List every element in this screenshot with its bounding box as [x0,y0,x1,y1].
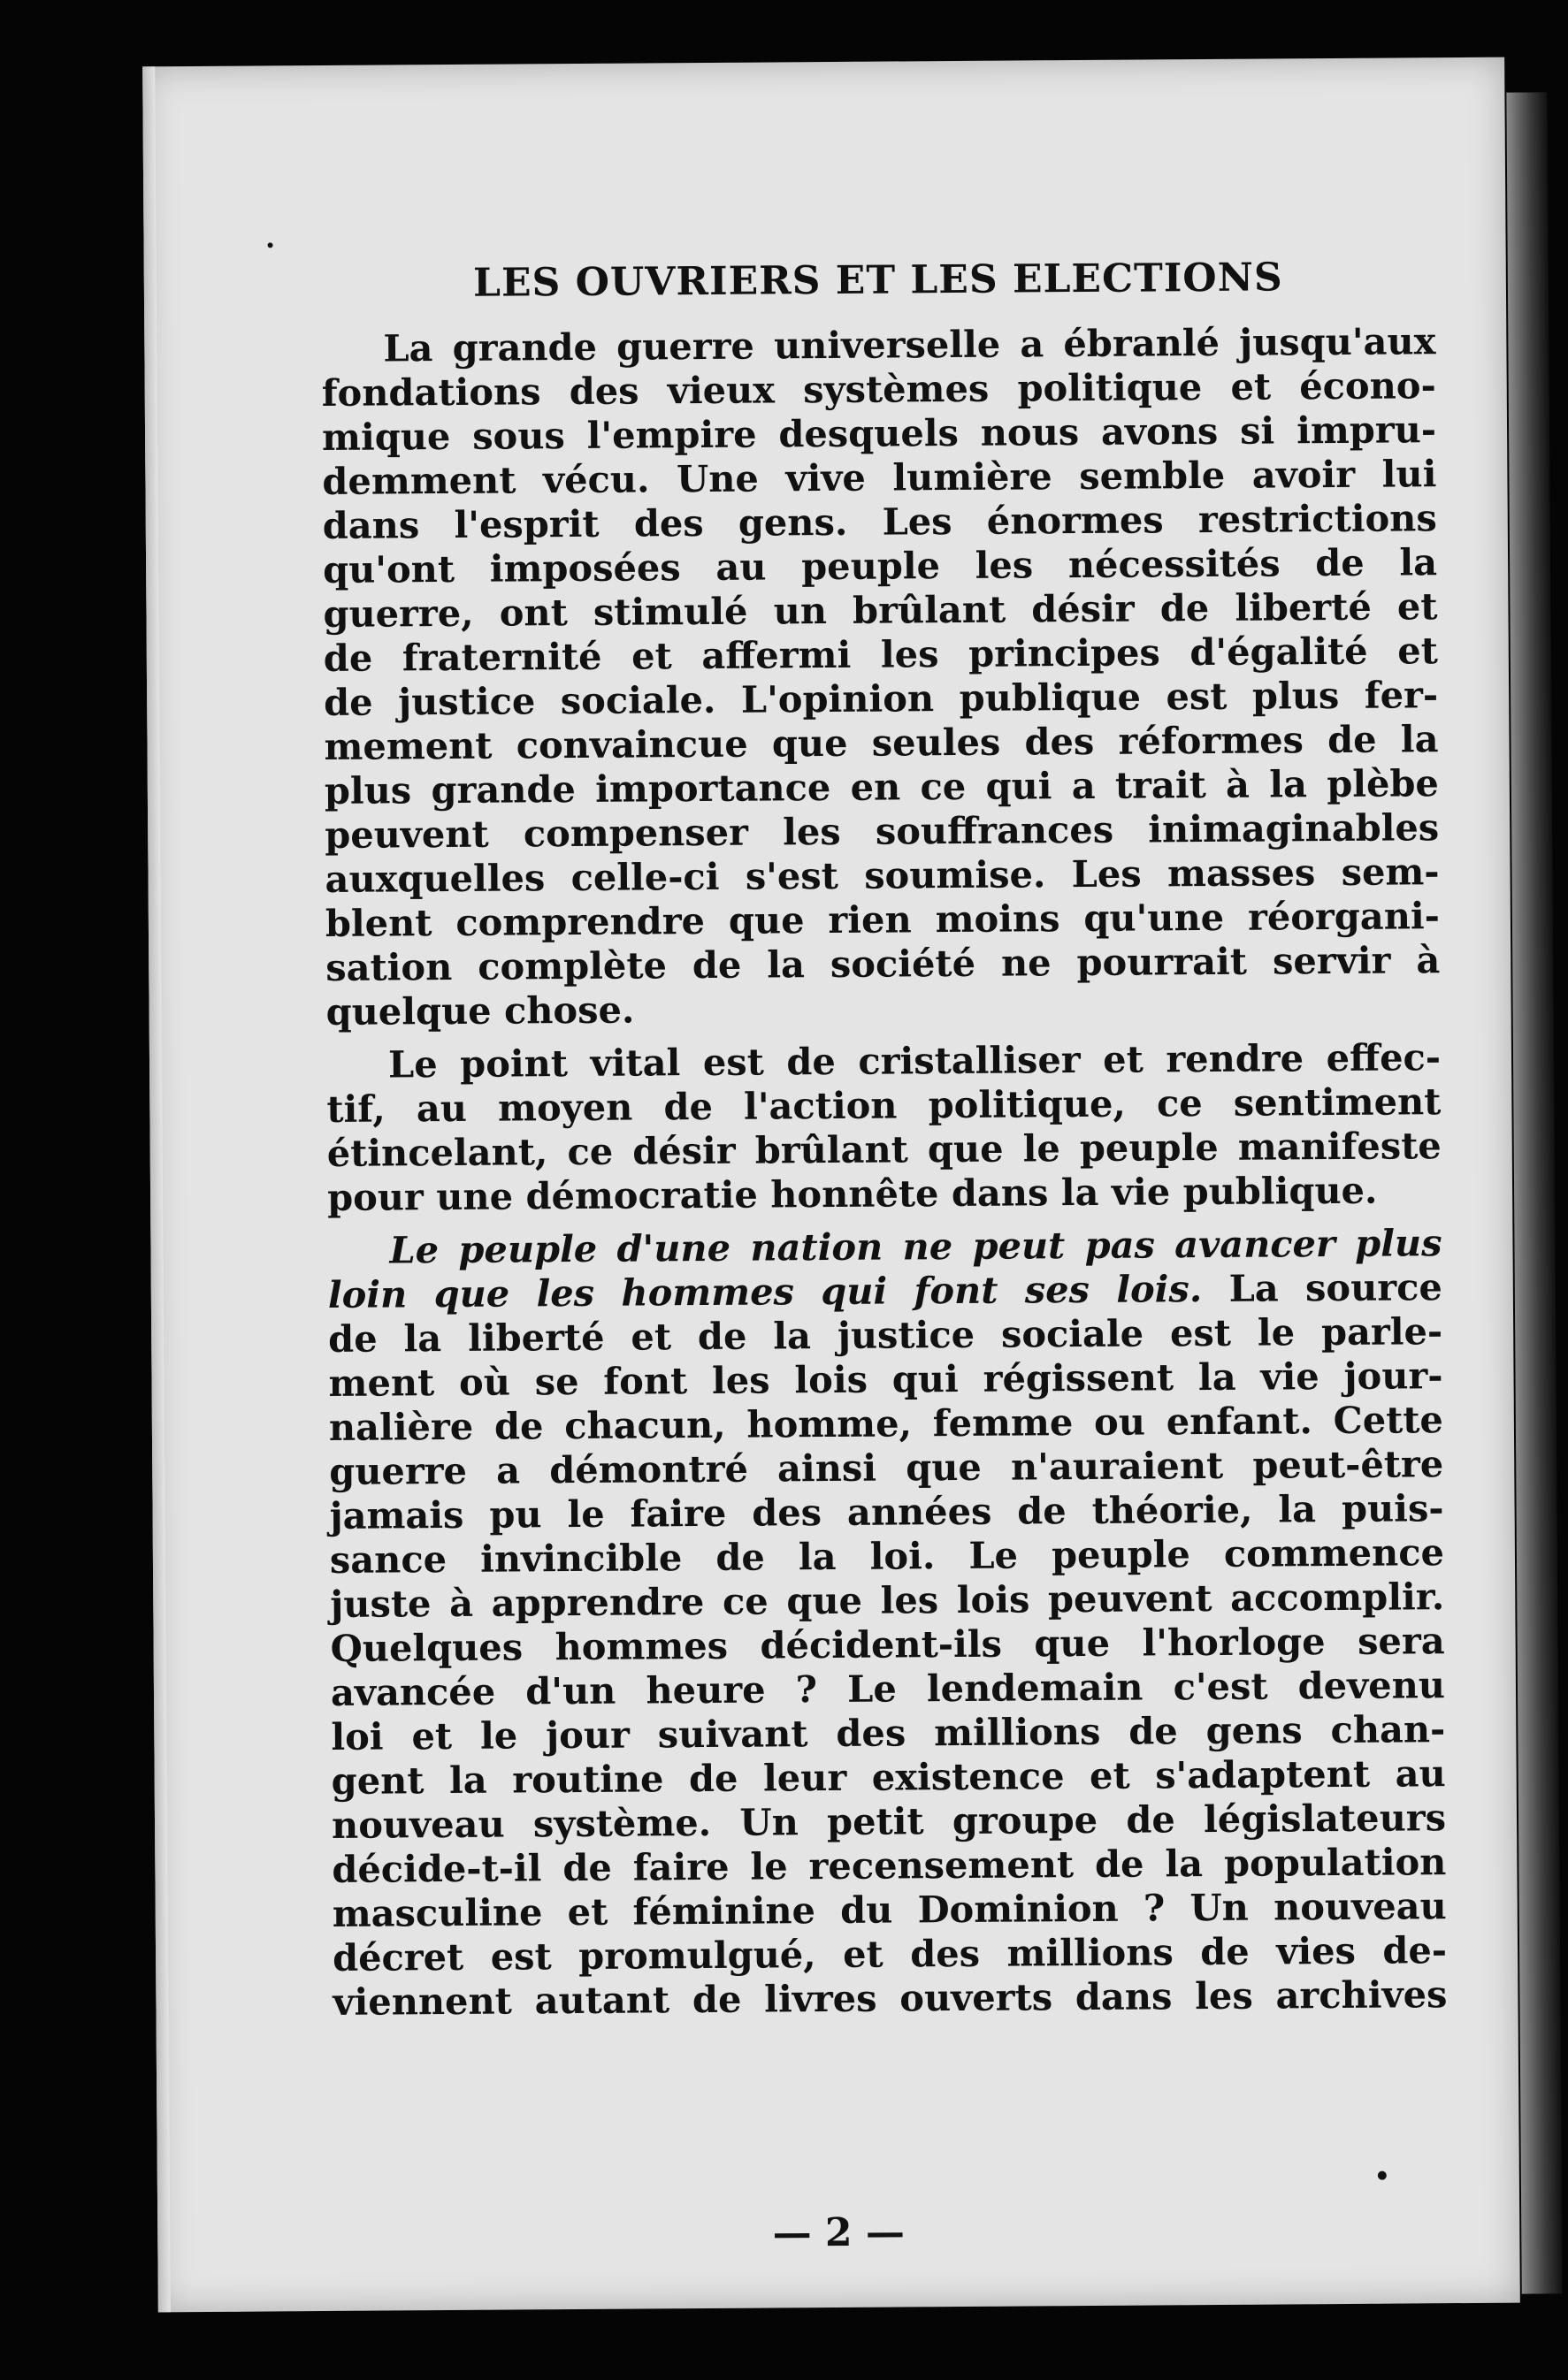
page-left-edge [142,66,171,2312]
paragraph-2 [326,1035,1442,1220]
text-line: guerre a démontré ainsi que n'auraient peut-être [329,1442,1444,1493]
text-line: dans l'esprit des gens. Les énormes restrictions [322,496,1437,547]
text-line: auxquelles celle-ci s'est soumise. Les masses sem- [325,850,1440,901]
text-line: fondations des vieux systèmes politique et écono- [321,363,1436,416]
ink-speck [1378,2171,1387,2180]
text-line: de fraternité et affermi les principes d'égalité et [323,629,1438,680]
paragraph-1 [321,319,1441,1034]
text-line: Le point vital est de cristalliser et rendre effec- [387,1035,1442,1087]
text-line: Quelques hommes décident-ils que l'horloge sera [330,1619,1445,1670]
text-line: avancée d'un heure ? Le lendemain c'est devenu [330,1663,1446,1714]
mixed-text-line [328,1265,1442,1317]
page-right-edge [1506,92,1562,2293]
text-line: viennent autant de livres ouverts dans les archives [333,1972,1448,2024]
text-run: La source [1202,1265,1442,1311]
text-line: mement convaincue que seules des réformes de la [324,717,1439,768]
text-line: loi et le jour suivant des millions de gens chan- [331,1707,1446,1758]
text-line: peuvent compenser les souffrances inimaginables [325,805,1440,857]
text-line: ment où se font les lois qui régissent la vie jour- [328,1354,1443,1405]
text-line: masculine et féminine du Dominion ? Un nouveau [332,1884,1447,1935]
text-line: sance invincible de la loi. Le peuple commence [329,1530,1445,1582]
text-line: étincelant, ce désir brûlant que le peuple manifeste [326,1124,1442,1175]
text-line: gent la routine de leur existence et s'adaptent au [331,1751,1446,1803]
text-line: juste à apprendre ce que les lois peuvent accomplir. [330,1575,1445,1626]
text-line: jamais pu le faire des années de théorie, la puis- [329,1486,1444,1537]
italic-text-run: loin que les hommes qui font ses lois. [327,1267,1203,1316]
page-number: — 2 — [772,2209,906,2256]
text-line: décide-t-il de faire le recensement de la population [332,1840,1447,1891]
text-line: mique sous l'empire desquels nous avons si impru- [321,408,1437,459]
text-line: pour une démocratie honnête dans la vie publique. [326,1168,1378,1219]
text-line: blent comprendre que rien moins qu'une réorgani- [325,894,1441,945]
text-line: nalière de chacun, homme, femme ou enfant. Cette [328,1398,1444,1449]
text-line: demment vécu. Une vive lumière semble avoir lui [322,452,1437,503]
text-line: de la liberté et de la justice sociale est le parle- [328,1309,1443,1361]
text-line: de justice sociale. L'opinion publique est plus fer- [324,673,1439,724]
document-page [142,57,1520,2313]
page-title: LES OUVRIERS ET LES ELECTIONS [472,255,1283,306]
text-line: sation complète de la société ne pourrait servir à [325,938,1441,989]
text-line: guerre, ont stimulé un brûlant désir de liberté et [323,584,1438,636]
text-line: quelque chose. [325,988,635,1034]
text-line: plus grande importance en ce qui a trait à la plèbe [324,761,1440,812]
text-line: tif, au moyen de l'action politique, ce sentiment [326,1079,1442,1131]
text-line: décret est promulgué, et des millions de vies de- [332,1928,1448,1980]
italic-text-line: Le peuple d'une nation ne peut pas avancer plus [389,1221,1442,1272]
page-content [321,252,1448,2025]
text-line: La grande guerre universelle a ébranlé jusqu'aux [383,319,1436,370]
paragraph-3 [327,1221,1447,2025]
text-line: qu'ont imposées au peuple les nécessités de la [322,540,1438,591]
ink-speck [268,242,273,248]
text-line: nouveau système. Un petit groupe de législateurs [331,1796,1447,1847]
